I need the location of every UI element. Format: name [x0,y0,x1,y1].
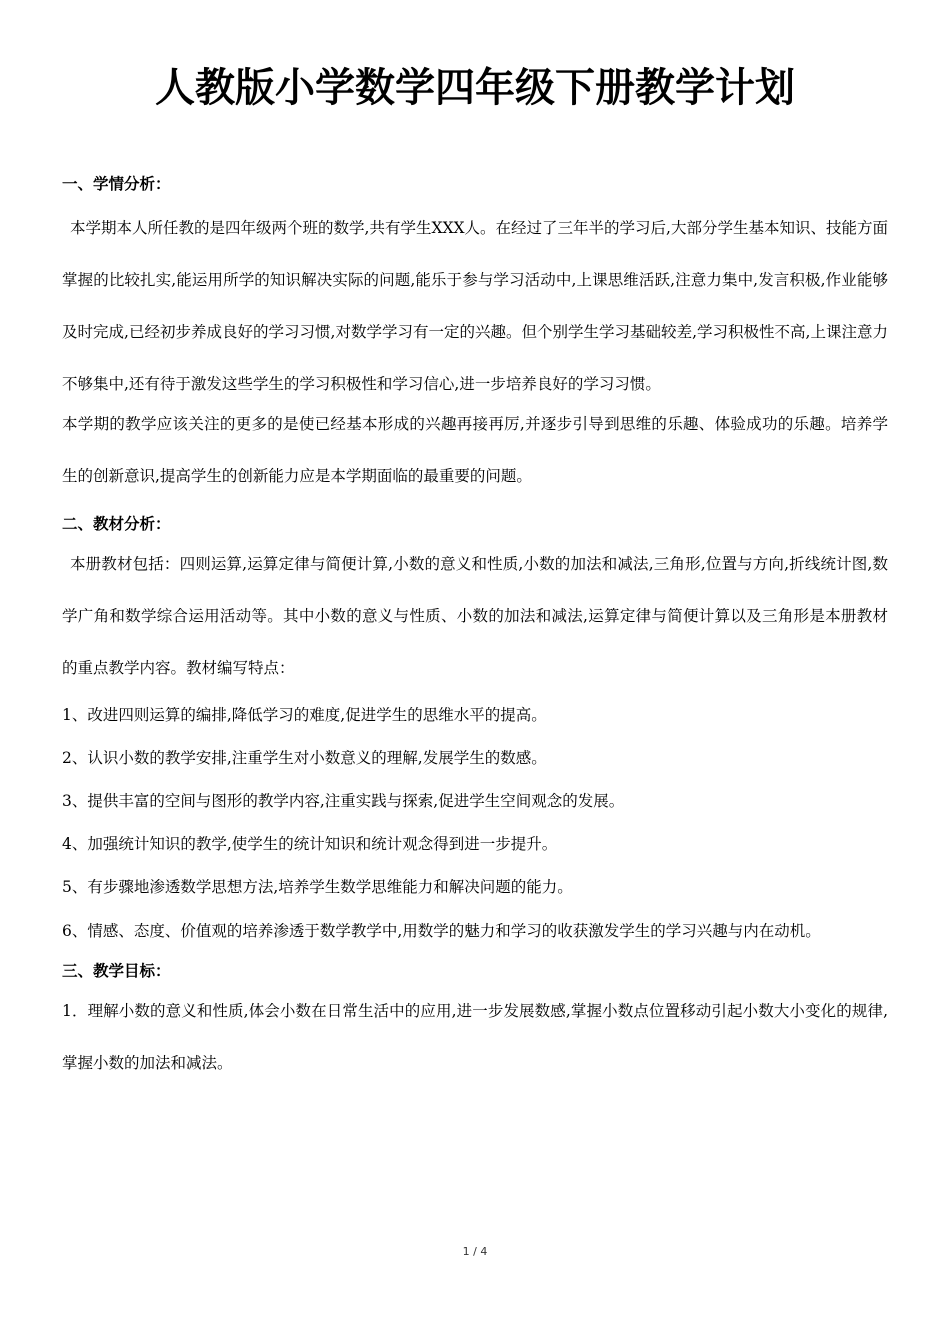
section-heading: 三、教学目标： [62,962,171,980]
list-item: 1、改进四则运算的编排,降低学习的难度,促进学生的思维水平的提高。 [62,706,547,724]
section-teaching-goals [62,953,888,1089]
list-item: 1．理解小数的意义和性质,体会小数在日常生活中的应用,进一步发展数感,掌握小数点位置移动引起小数大小变化的规律,掌握小数的加法和减法。 [62,1002,888,1072]
document-title: 人教版小学数学四年级下册教学计划 [155,65,795,111]
list-item: 5、有步骤地渗透数学思想方法,培养学生数学思维能力和解决问题的能力。 [62,878,573,896]
section-heading: 二、教材分析： [62,515,171,533]
page-number: 1 / 4 [462,1245,488,1258]
section-textbook-analysis [62,506,888,957]
paragraph: 本学期的教学应该关注的更多的是使已经基本形成的兴趣再接再厉,并逐步引导到思维的乐趣、体验成功的乐趣。培养学生的创新意识,提高学生的创新能力应是本学期面临的最重要的问题。 [62,415,888,485]
list-item: 6、情感、态度、价值观的培养渗透于数学教学中,用数学的魅力和学习的收获激发学生的学习兴趣与内在动机。 [62,922,821,940]
section-heading: 一、学情分析： [62,175,171,193]
list-item: 3、提供丰富的空间与图形的教学内容,注重实践与探索,促进学生空间观念的发展。 [62,792,625,810]
section-student-analysis [62,166,888,502]
list-item: 4、加强统计知识的教学,使学生的统计知识和统计观念得到进一步提升。 [62,835,558,853]
list-item: 2、认识小数的教学安排,注重学生对小数意义的理解,发展学生的数感。 [62,749,547,767]
paragraph: 本学期本人所任教的是四年级两个班的数学,共有学生XXX人。在经过了三年半的学习后,大部分学生基本知识、技能方面掌握的比较扎实,能运用所学的知识解决实际的问题,能乐于参与学习活动中,上课思维活跃,注意力集中,发言积极,作业能够及时完成,已经初步养成良好的学习习惯,对数学学习有一定的兴趣。但个别学生学习基础较差,学习积极性不高,上课注意力不够集中,还有待于激发这些学生的学习积极性和学习信心,进一步培养良好的学习习惯。 [62,219,888,393]
document-body [62,166,888,1089]
paragraph: 本册教材包括：四则运算,运算定律与简便计算,小数的意义和性质,小数的加法和减法,三角形,位置与方向,折线统计图,数学广角和数学综合运用活动等。其中小数的意义与性质、小数的加法和减法,运算定律与简便计算以及三角形是本册教材的重点教学内容。教材编写特点： [62,555,888,677]
